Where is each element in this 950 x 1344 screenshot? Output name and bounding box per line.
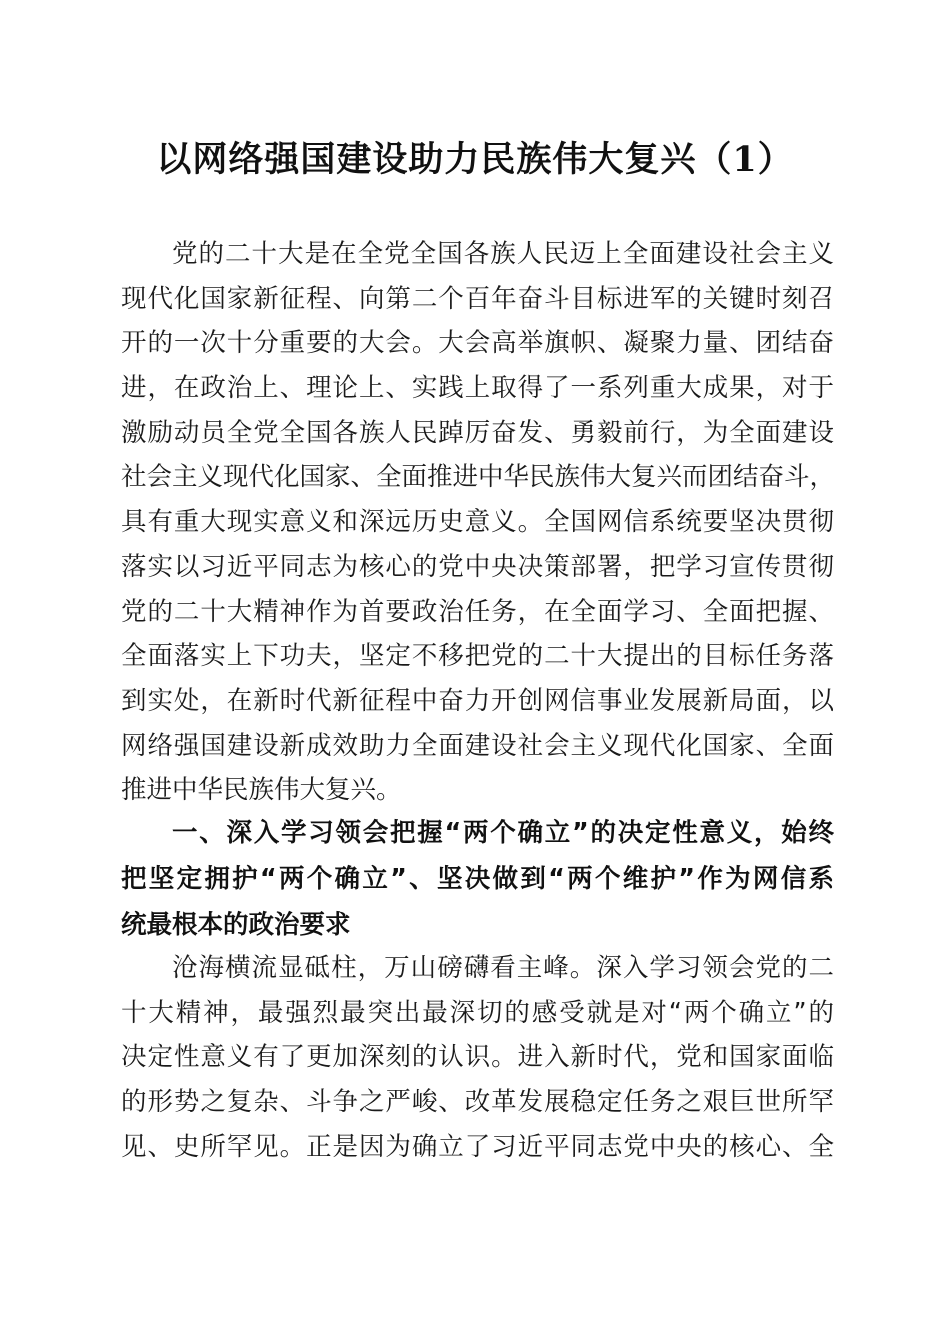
document-title: 以网络强国建设助力民族伟大复兴（1） [156,139,794,180]
section-heading [121,810,834,948]
paragraph-line: 推进中华民族伟大复兴。 [121,775,402,806]
paragraph-line: 开的一次十分重要的大会。大会高举旗帜、凝聚力量、团结奋 [121,328,834,359]
paragraph-line: 社会主义现代化国家、全面推进中华民族伟大复兴而团结奋斗， [121,462,836,493]
paragraph-line: 决定性意义有了更加深刻的认识。进入新时代，党和国家面临 [121,1042,834,1073]
section-paragraph [121,946,834,1169]
paragraph-line: 具有重大现实意义和深远历史意义。全国网信系统要坚决贯彻 [121,507,834,538]
paragraph-line: 党的二十大精神作为首要政治任务，在全面学习、全面把握、 [121,596,834,627]
paragraph-line: 进，在政治上、理论上、实践上取得了一系列重大成果，对于 [121,373,834,404]
paragraph-line: 到实处，在新时代新征程中奋力开创网信事业发展新局面，以 [121,685,834,716]
paragraph-line: 落实以习近平同志为核心的党中央决策部署，把学习宣传贯彻 [121,551,834,582]
paragraph-line: 党的二十大是在全党全国各族人民迈上全面建设社会主义 [172,239,834,269]
paragraph-line: 网络强国建设新成效助力全面建设社会主义现代化国家、全面 [121,730,834,761]
paragraph-line: 十大精神，最强烈最突出最深切的感受就是对“两个确立”的 [121,997,834,1028]
paragraph-line: 见、史所罕见。正是因为确立了习近平同志党中央的核心、全 [121,1131,834,1162]
intro-paragraph [121,232,834,813]
paragraph-line: 沧海横流显砥柱，万山磅礴看主峰。深入学习领会党的二 [172,953,834,983]
heading-line: 一、深入学习领会把握“两个确立”的决定性意义，始终 [172,818,834,848]
paragraph-line: 的形势之复杂、斗争之严峻、改革发展稳定任务之艰巨世所罕 [121,1087,834,1118]
paragraph-line: 激励动员全党全国各族人民踔厉奋发、勇毅前行，为全面建设 [121,417,834,448]
paragraph-line: 现代化国家新征程、向第二个百年奋斗目标进军的关键时刻召 [121,283,834,314]
heading-line: 把坚定拥护“两个确立”、坚决做到“两个维护”作为网信系 [121,864,834,894]
paragraph-line: 全面落实上下功夫，坚定不移把党的二十大提出的目标任务落 [121,641,834,672]
heading-line: 统最根本的政治要求 [121,910,351,940]
